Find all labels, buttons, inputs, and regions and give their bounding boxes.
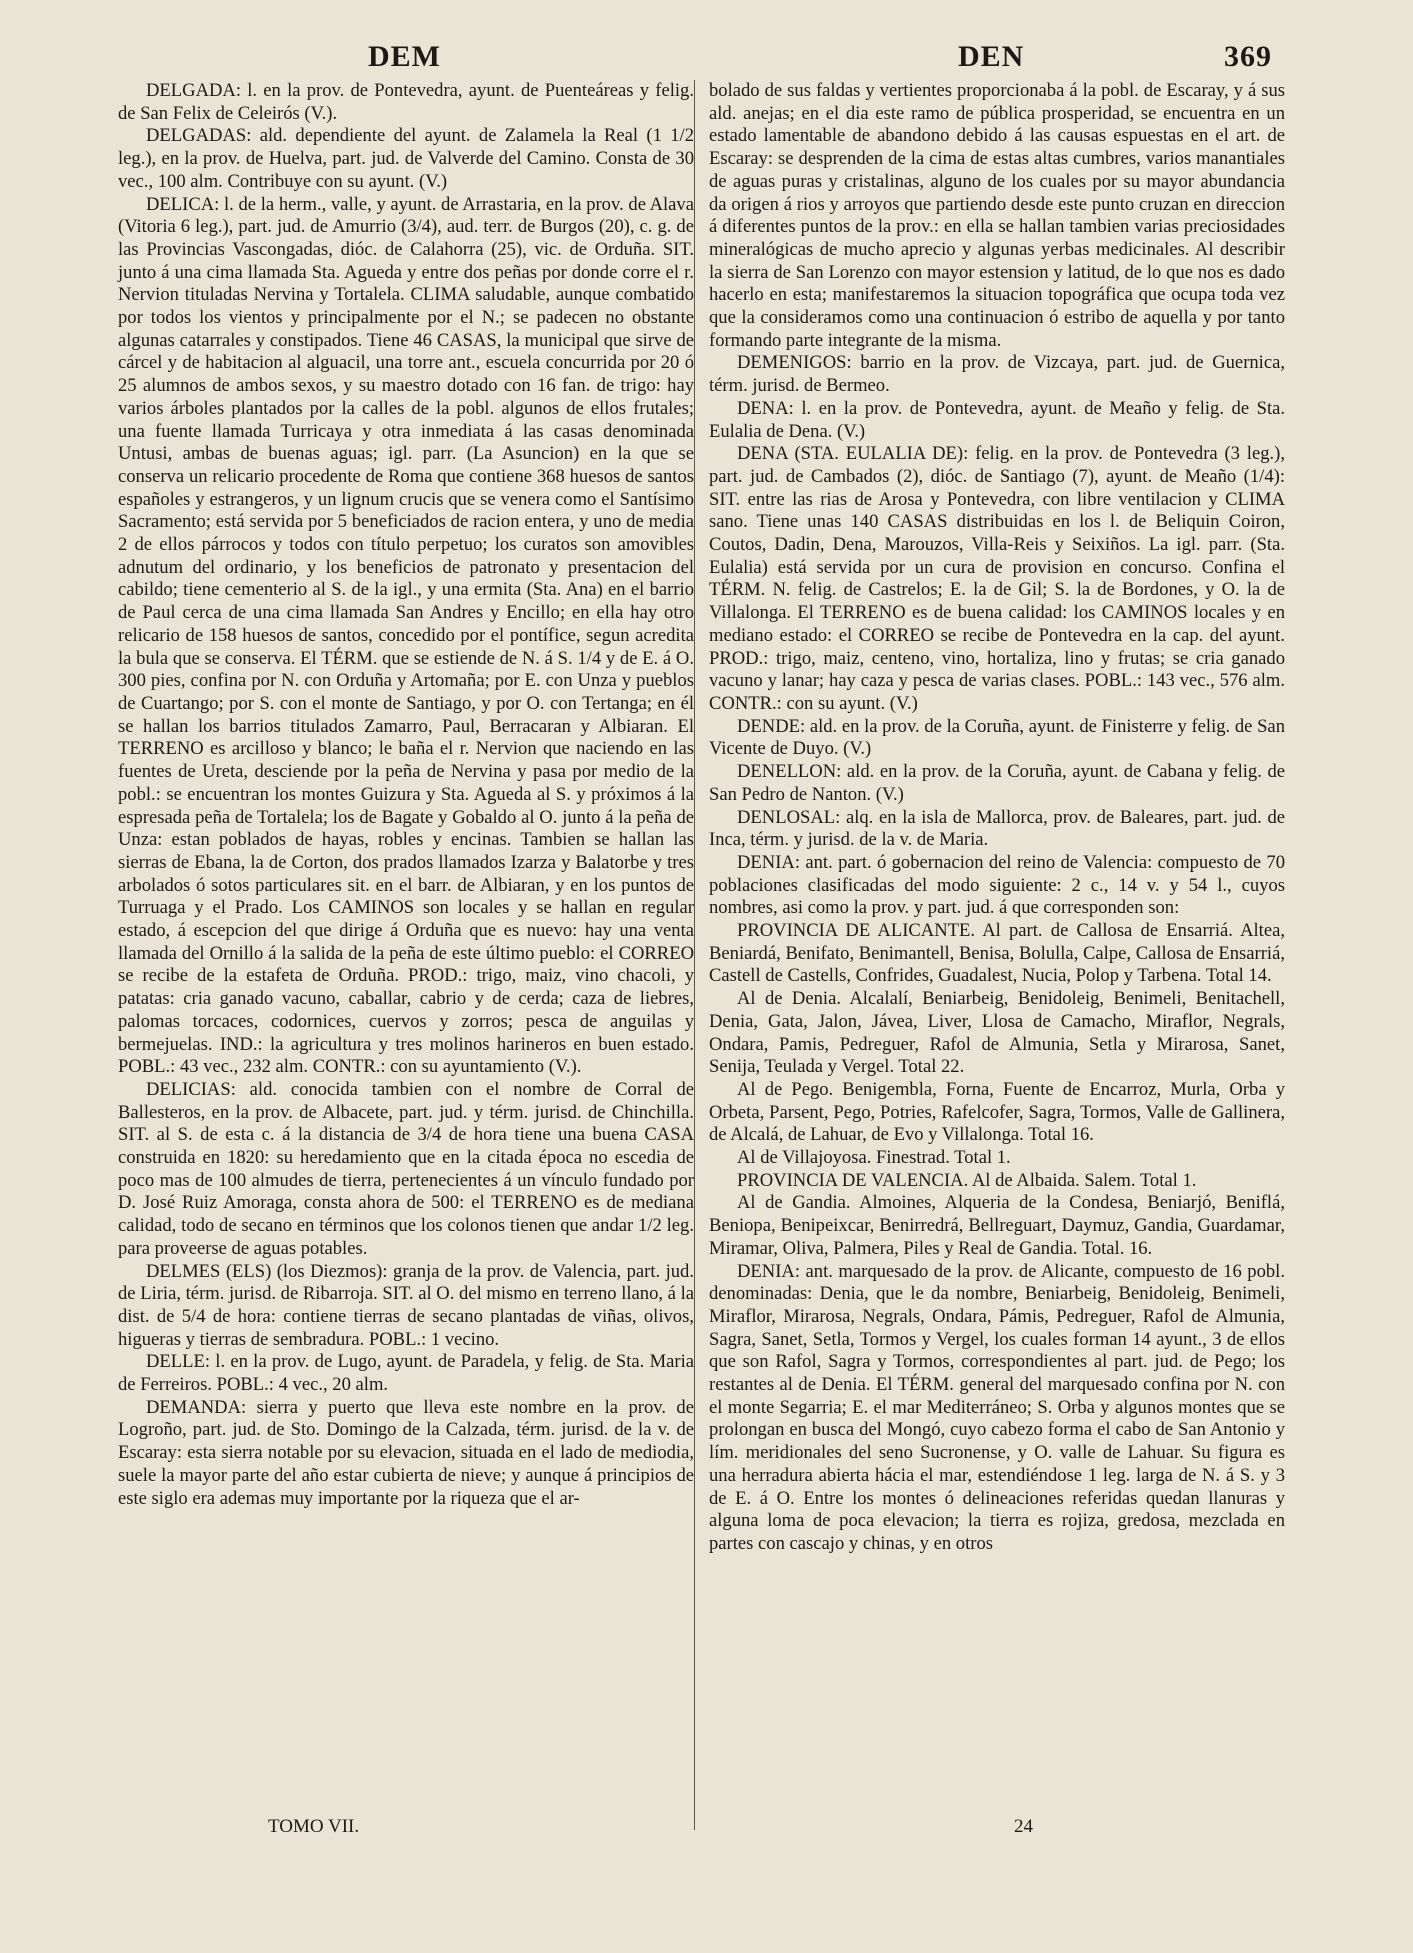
entry-text: alq. en la isla de Mallorca, prov. de Baleares, part. jud. de Inca, térm. y jurisd. de la v. de Maria. [709, 806, 1285, 851]
entry-text: l. en la prov. de Pontevedra, ayunt. de Puenteáreas y felig. de San Felix de Celeirós (V.). [118, 80, 694, 124]
dictionary-entry [709, 716, 1285, 761]
dictionary-entry [118, 1397, 694, 1511]
entry-text: barrio en la prov. de Vizcaya, part. jud. de Guernica, térm. jurisd. de Bermeo. [709, 352, 1285, 397]
dictionary-entry [118, 1079, 694, 1261]
dictionary-entry [709, 398, 1285, 443]
dictionary-entry [709, 852, 1285, 920]
entry-text: PROVINCIA DE VALENCIA. Al de Albaida. Salem. Total 1. [737, 1169, 1197, 1191]
dictionary-entry [709, 1147, 1285, 1170]
dictionary-entry [118, 1261, 694, 1352]
column-divider [694, 80, 695, 1830]
entry-text: sierra y puerto que lleva este nombre en la prov. de Logroño, part. jud. de Sto. Domingo de la Calzada, térm. jurisd. de la v. de Escaray: esta sierra notable por su elevacion, situada en el lado de mediodia, suele la mayor parte del año estar cubierta de nieve; y aunque á principios de este siglo era ademas muy importante por la riqueza que el ar- [118, 1396, 694, 1509]
dictionary-entry [709, 761, 1285, 806]
entry-headword: DENELLON: [737, 761, 842, 783]
entry-text: l. de la herm., valle, y ayunt. de Arrastaria, en la prov. de Alava (Vitoria 6 leg.), part. jud. de Amurrio (3/4), aud. terr. de Burgos (20), c. g. de las Provincias Vascongadas, dióc. de Calahorra (25), vic. de Orduña. SIT. junto á una cima llamada Sta. Agueda y entre dos peñas por donde corre el r. Nervion tituladas Nervina y Tortalela. CLIMA saludable, aunque combatido por todos los vientos y principalmente por el N.; se padecen no obstante algunas catarrales y constipados. Tiene 46 CASAS, la municipal que sirve de cárcel y de habitacion al alguacil, una torre ant., escuela concurrida por 20 ó 25 alumnos de ambos sexos, y su maestro dotado con 16 fan. de trigo: hay varios árboles plantados por la calles de la pobl. algunos de ellos frutales; una fuente llamada Turricaya y otra inmediata á las casas denominada Untusi, ambas de buenas aguas; igl. parr. (La Asuncion) en la que se conserva un relicario procedente de Roma que contiene 368 huesos de santos españoles y estrangeros, y un lignum crucis que se venera como el Santísimo Sacramento; está servida por 5 beneficiados de racion entera, y uno de media 2 de ellos párrocos y todos con título perpetuo; los curatos son amovibles adnutum del ordinario, y los beneficios de patronato y presentacion del cabildo; tiene cementerio al S. de la igl., y una ermita (Sta. Ana) en el barrio de Paul cerca de una cima llamada San Andres y Encillo; en ella hay otro relicario de 158 huesos de santos, concedido por el pontífice, segun acredita la bula que se conserva. El TÉRM. que se estiende de N. á S. 1/4 y de E. á O. 300 pies, confina por N. con Orduña y Artomaña; por E. con Unza y pueblos de Cuartango; por S. con el monte de Santiago, y por O. con Tertanga; en él se hallan los barrios titulados Zamarro, Paul, Berracaran y Albiaran. El TERRENO es arcilloso y blanco; le baña el r. Nervion que naciendo en las fuentes de Ureta, desciende por la peña de Nervina y pasa por medio de la pobl.: se encuentran los montes Guizura y Sta. Agueda al S. y próximos á la espresada peña de Tortalela; los de Bagate y Gobaldo al O. junto á la peña de Unza: estan poblados de hayas, robles y encinas. Tambien se hallan las sierras de Ebana, la de Corton, dos prados llamados Izarza y Balatorbe y tres arbolados ó sotos particulares sit. en el barr. de Albiaran, y en los puntos de Turruaga y el Prado. Los CAMINOS son locales y se hallan en regular estado, á escepcion del que dirige á Orduña que es nuevo: hay una venta llamada del Ornillo á la salida de la peña de este último pueblo: el CORREO se recibe de la estafeta de Orduña. PROD.: trigo, maiz, vino chacoli, y patatas: cria ganado vacuno, caballar, cabrio y de cerda; caza de liebres, palomas torcaces, codornices, cuervos y zorros; pesca de anguilas y bermejuelas. IND.: la agricultura y tres molinos harineros en buen estado. POBL.: 43 vec., 232 alm. CONTR.: con su ayuntamiento (V.). [118, 193, 694, 1078]
entry-text: l. en la prov. de Pontevedra, ayunt. de Meaño y felig. de Sta. Eulalia de Dena. (V.) [709, 397, 1286, 442]
dictionary-entry [709, 1079, 1285, 1147]
dictionary-entry [709, 807, 1285, 852]
entry-text: ald. en la prov. de la Coruña, ayunt. de Cabana y felig. de San Pedro de Nanton. (V.) [709, 761, 1285, 805]
entry-headword: DELGADA: [146, 80, 242, 101]
entry-headword: DELICIAS: [146, 1078, 236, 1100]
dictionary-entry [709, 1192, 1285, 1260]
dictionary-entry [709, 352, 1285, 397]
dictionary-entry [118, 125, 694, 193]
entry-text: ald. en la prov. de la Coruña, ayunt. de Finisterre y felig. de San Vicente de Duyo. (V.) [709, 715, 1285, 760]
dictionary-entry [709, 988, 1285, 1079]
entry-text: ant. marquesado de la prov. de Alicante, compuesto de 16 pobl. denominadas: Denia, que le da nombre, Beniarbeig, Benidoleig, Benimeli, Miraflor, Mirarosa, Negrals, Ondara, Pámis, Pedreguer, Rafol de Almunia, Sagra, Sanet, Setla, Tormos y Vergel, los cuales forman 14 ayunt., 3 de ellos que son Rafol, Sagra y Tormos, correspondientes al part. jud. de Pego; los restantes al de Denia. El TÉRM. general del marquesado confina por N. con el monte Segarria; E. el mar Mediterráneo; S. Orba y algunos montes que se prolongan en busca del Mongó, cuyo cabezo forma el cabo de San Antonio y lím. meridionales del seno Sucronense, y O. valle de Lahuar. Su figura es una herradura abierta hácia el mar, estendiéndose 1 leg. larga de N. á S. y 3 de E. á O. Entre los montes ó delineaciones referidas quedan llanuras y alguna loma de poca elevacion; la tierra es rojiza, gredosa, mezclada en partes con cascajo y chinas, y en otros [709, 1260, 1285, 1554]
dictionary-entry [118, 1351, 694, 1396]
running-head-left: DEM [368, 40, 441, 73]
entry-text: Al de Denia. Alcalalí, Beniarbeig, Benidoleig, Benimeli, Benitachell, Denia, Gata, Jalon, Jávea, Liver, Llosa de Camacho, Miraflor, Negrals, Ondara, Pamis, Pedreguer, Rafol de Almunia, Setla y Mirarosa, Sanet, Senija, Teulada y Vergel. Total 22. [709, 988, 1285, 1078]
entry-text: ald. dependiente del ayunt. de Zalamela la Real (1 1/2 leg.), en la prov. de Huelva, part. jud. de Valverde del Camino. Consta de 30 vec., 100 alm. Contribuye con su ayunt. (V.) [118, 125, 695, 192]
entry-text: Al de Pego. Benigembla, Forna, Fuente de Encarroz, Murla, Orba y Orbeta, Parsent, Pego, Potries, Rafelcofer, Sagra, Tormos, Valle de Gallinera, de Alcalá, de Lahuar, de Evo y Villalonga. Total 16. [709, 1078, 1285, 1146]
entry-headword: DELICA: [146, 193, 220, 215]
dictionary-entry [709, 920, 1285, 988]
entry-text: ald. conocida tambien con el nombre de Corral de Ballesteros, en la prov. de Albacete, part. jud. y térm. jurisd. de Chinchilla. SIT. al S. de esta c. á la distancia de 3/4 de hora tiene una buena CASA construida en 1820: su heredamiento que en la citada época no escedia de poco mas de 100 almudes de tierra, pertenecientes á un vínculo fundado por D. José Ruiz Amoraga, consta ahora de 500: el TERRENO es de mediana calidad, todo de secano en términos que los colonos tienen que andar 1/2 leg. para proveerse de aguas potables. [118, 1078, 694, 1259]
running-head-center: DEN [958, 40, 1025, 73]
entry-text: granja de la prov. de Valencia, part. jud. de Liria, térm. jurisd. de Ribarroja. SIT. al O. del mismo en terreno llano, á la dist. de 5/4 de hora: contiene tierras de secano plantadas de viñas, olivos, higueras y tierras de sembradura. POBL.: 1 vecino. [118, 1260, 695, 1350]
dictionary-entry [709, 1261, 1285, 1556]
entry-text: bolado de sus faldas y vertientes proporcionaba á la pobl. de Escaray, y á sus ald. anejas; en el dia este ramo de pública prosperidad, se encuentra en un estado lamentable de abandono debido á las causas espuestas en el art. de Escaray: se desprenden de la cima de estas altas cumbres, varios manantiales de aguas puras y cristalinas, alguno de los cuales por su mayor abundancia da origen á rios y arroyos que partiendo desde este punto cruzan en direccion á diferentes puntos de la prov.: en ella se hallan tambien varias preciosidades mineralógicas de mucho aprecio y algunas yerbas medicinales. Al describir la sierra de San Lorenzo con mayor estension y latitud, de lo que nos es dado hacerlo en esta; manifestaremos la situacion topográfica que ocupa toda vez que la consideramos como una continuacion ó estribo de aquella y por tanto formando parte integrante de la misma. [709, 80, 1285, 351]
entry-text: PROVINCIA DE ALICANTE. Al part. de Callosa de Ensarriá. Altea, Beniardá, Benifato, Benimantell, Benisa, Bolulla, Calpe, Callosa de Ensarriá, Castell de Castells, Confrides, Guadalest, Nucia, Polop y Tarbena. Total 14. [709, 920, 1285, 987]
entry-headword: DENLOSAL: [737, 806, 841, 828]
entry-headword: DENDE: [737, 715, 806, 737]
dictionary-entry [709, 1170, 1285, 1193]
dictionary-entry [709, 443, 1285, 715]
signature-mark: 24 [1014, 1816, 1033, 1837]
page-number: 369 [1224, 40, 1272, 73]
entry-headword: DENIA: [737, 1260, 800, 1282]
left-column [118, 80, 694, 1510]
dictionary-entry [118, 80, 694, 125]
right-column [709, 80, 1285, 1556]
entry-text: Al de Gandia. Almoines, Alqueria de la Condesa, Beniarjó, Beniflá, Beniopa, Benipeixcar, Benirredrá, Bellreguart, Daymuz, Gandia, Guardamar, Miramar, Oliva, Palmera, Piles y Real de Gandia. Total. 16. [709, 1192, 1285, 1259]
entry-text: Al de Villajoyosa. Finestrad. Total 1. [737, 1147, 1011, 1169]
entry-headword: DENA: [737, 397, 794, 419]
volume-label: TOMO VII. [268, 1816, 360, 1837]
dictionary-entry [118, 194, 694, 1079]
entry-text: felig. en la prov. de Pontevedra (3 leg.), part. jud. de Cambados (2), dióc. de Santiago (7), ayunt. de Meaño (1/4): SIT. entre las rias de Arosa y Pontevedra, con libre ventilacion y CLIMA sano. Tiene unas 140 CASAS distribuidas en los l. de Beliquin Coiron, Coutos, Dadin, Dena, Marouzos, Villa-Reis y Seixiños. La igl. parr. (Sta. Eulalia) está servida por un cura de provision en concurso. Confina el TÉRM. N. felig. de Castrelos; E. la de Gil; S. la de Bordones, y O. la de Villalonga. El TERRENO es de buena calidad: los CAMINOS locales y en mediano estado: el CORREO se recibe de Pontevedra en la cap. del ayunt. PROD.: trigo, maiz, centeno, vino, hortaliza, lino y frutas; se cria ganado vacuno y lanar; hay caza y pesca de varias clases. POBL.: 143 vec., 576 alm. CONTR.: con su ayunt. (V.) [709, 443, 1285, 714]
dictionary-entry [709, 80, 1285, 352]
entry-text: l. en la prov. de Lugo, ayunt. de Paradela, y felig. de Sta. Maria de Ferreiros. POBL.: 4 vec., 20 alm. [118, 1351, 694, 1396]
entry-headword: DEMENIGOS: [737, 352, 852, 374]
entry-headword: DELMES (ELS) (los Diezmos): [146, 1260, 388, 1282]
entry-headword: DEMANDA: [146, 1396, 247, 1418]
entry-headword: DENIA: [737, 851, 800, 873]
entry-headword: DELLE: [146, 1351, 211, 1373]
entry-headword: DELGADAS: [146, 125, 252, 147]
entry-headword: DENA (STA. EULALIA DE): [737, 443, 969, 465]
entry-text: ant. part. ó gobernacion del reino de Valencia: compuesto de 70 poblaciones clasificadas del modo siguiente: 2 c., 14 v. y 54 l., cuyos nombres, asi como la prov. y part. jud. á que corresponden son: [709, 851, 1285, 919]
